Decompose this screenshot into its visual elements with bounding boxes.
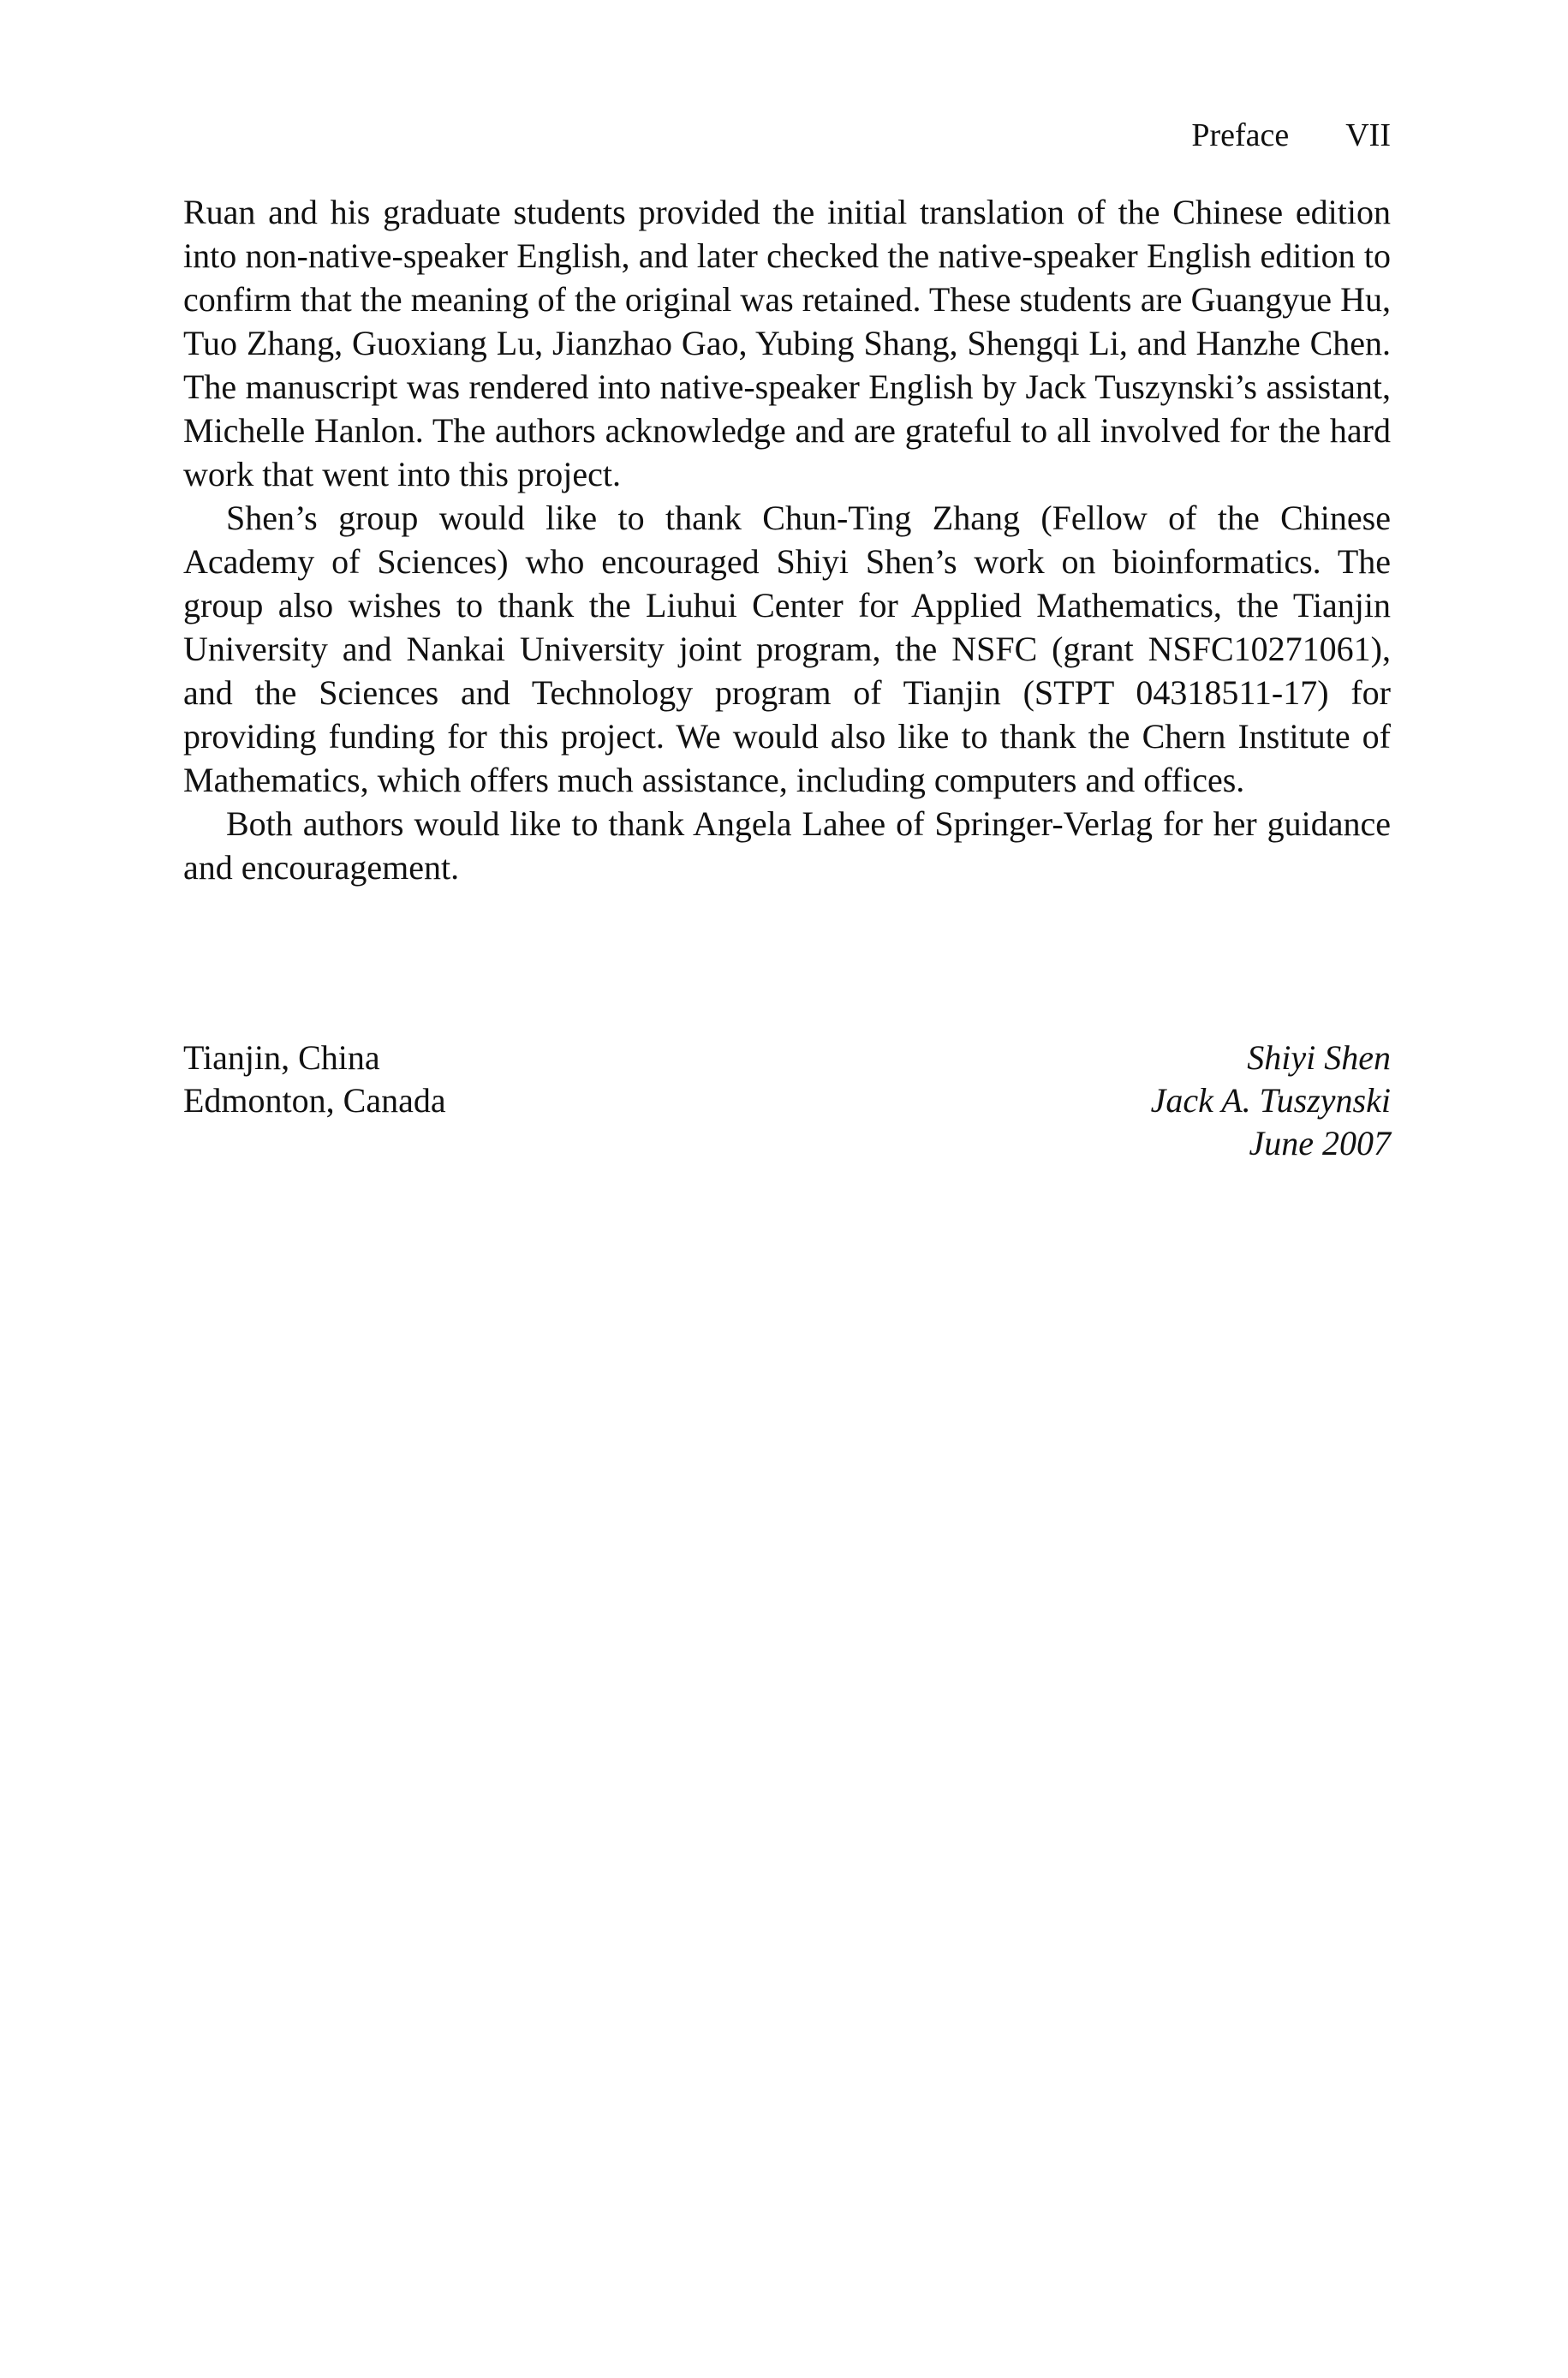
signature-date: June 2007 — [1249, 1124, 1391, 1162]
running-head-title: Preface — [1191, 117, 1290, 153]
signature-authors — [1151, 1037, 1391, 1165]
place-tianjin: Tianjin, China — [183, 1038, 380, 1077]
running-head — [1191, 117, 1391, 154]
author-shiyi-shen: Shiyi Shen — [1247, 1038, 1391, 1077]
signature-places — [183, 1037, 446, 1122]
author-jack-tuszynski: Jack A. Tuszynski — [1150, 1081, 1391, 1120]
paragraph-2: Shen’s group would like to thank Chun-Ting Zhang (Fellow of the Chinese Academy of Sciences) who encouraged Shiyi Shen’s work on bioinformatics. The group also wishes to thank the Liuhui Center for Applied Mathematics, the Tianjin University and Nankai University joint program, the NSFC (grant NSFC10271061), and the Sciences and Technology program of Tianjin (STPT 04318511-17) for providing funding for this project. We would also like to thank the Chern Institute of Mathematics, which offers much assistance, including computers and offices. — [183, 499, 1391, 799]
paragraph-3: Both authors would like to thank Angela Lahee of Springer-Verlag for her guidance and encouragement. — [183, 804, 1391, 887]
place-edmonton: Edmonton, Canada — [183, 1081, 446, 1120]
preface-body — [183, 190, 1391, 889]
paragraph-1: Ruan and his graduate students provided the initial translation of the Chinese edition into non-native-speaker English, and later checked the native-speaker English edition to confirm that the meaning of the original was retained. These students are Guangyue Hu, Tuo Zhang, Guoxiang Lu, Jianzhao Gao, Yubing Shang, Shengqi Li, and Hanzhe Chen. The manuscript was rendered into native-speaker English by Jack Tuszynski’s assistant, Michelle Hanlon. The authors acknowledge and are grateful to all involved for the hard work that went into this project. — [183, 193, 1391, 493]
page-number: VII — [1345, 117, 1391, 153]
